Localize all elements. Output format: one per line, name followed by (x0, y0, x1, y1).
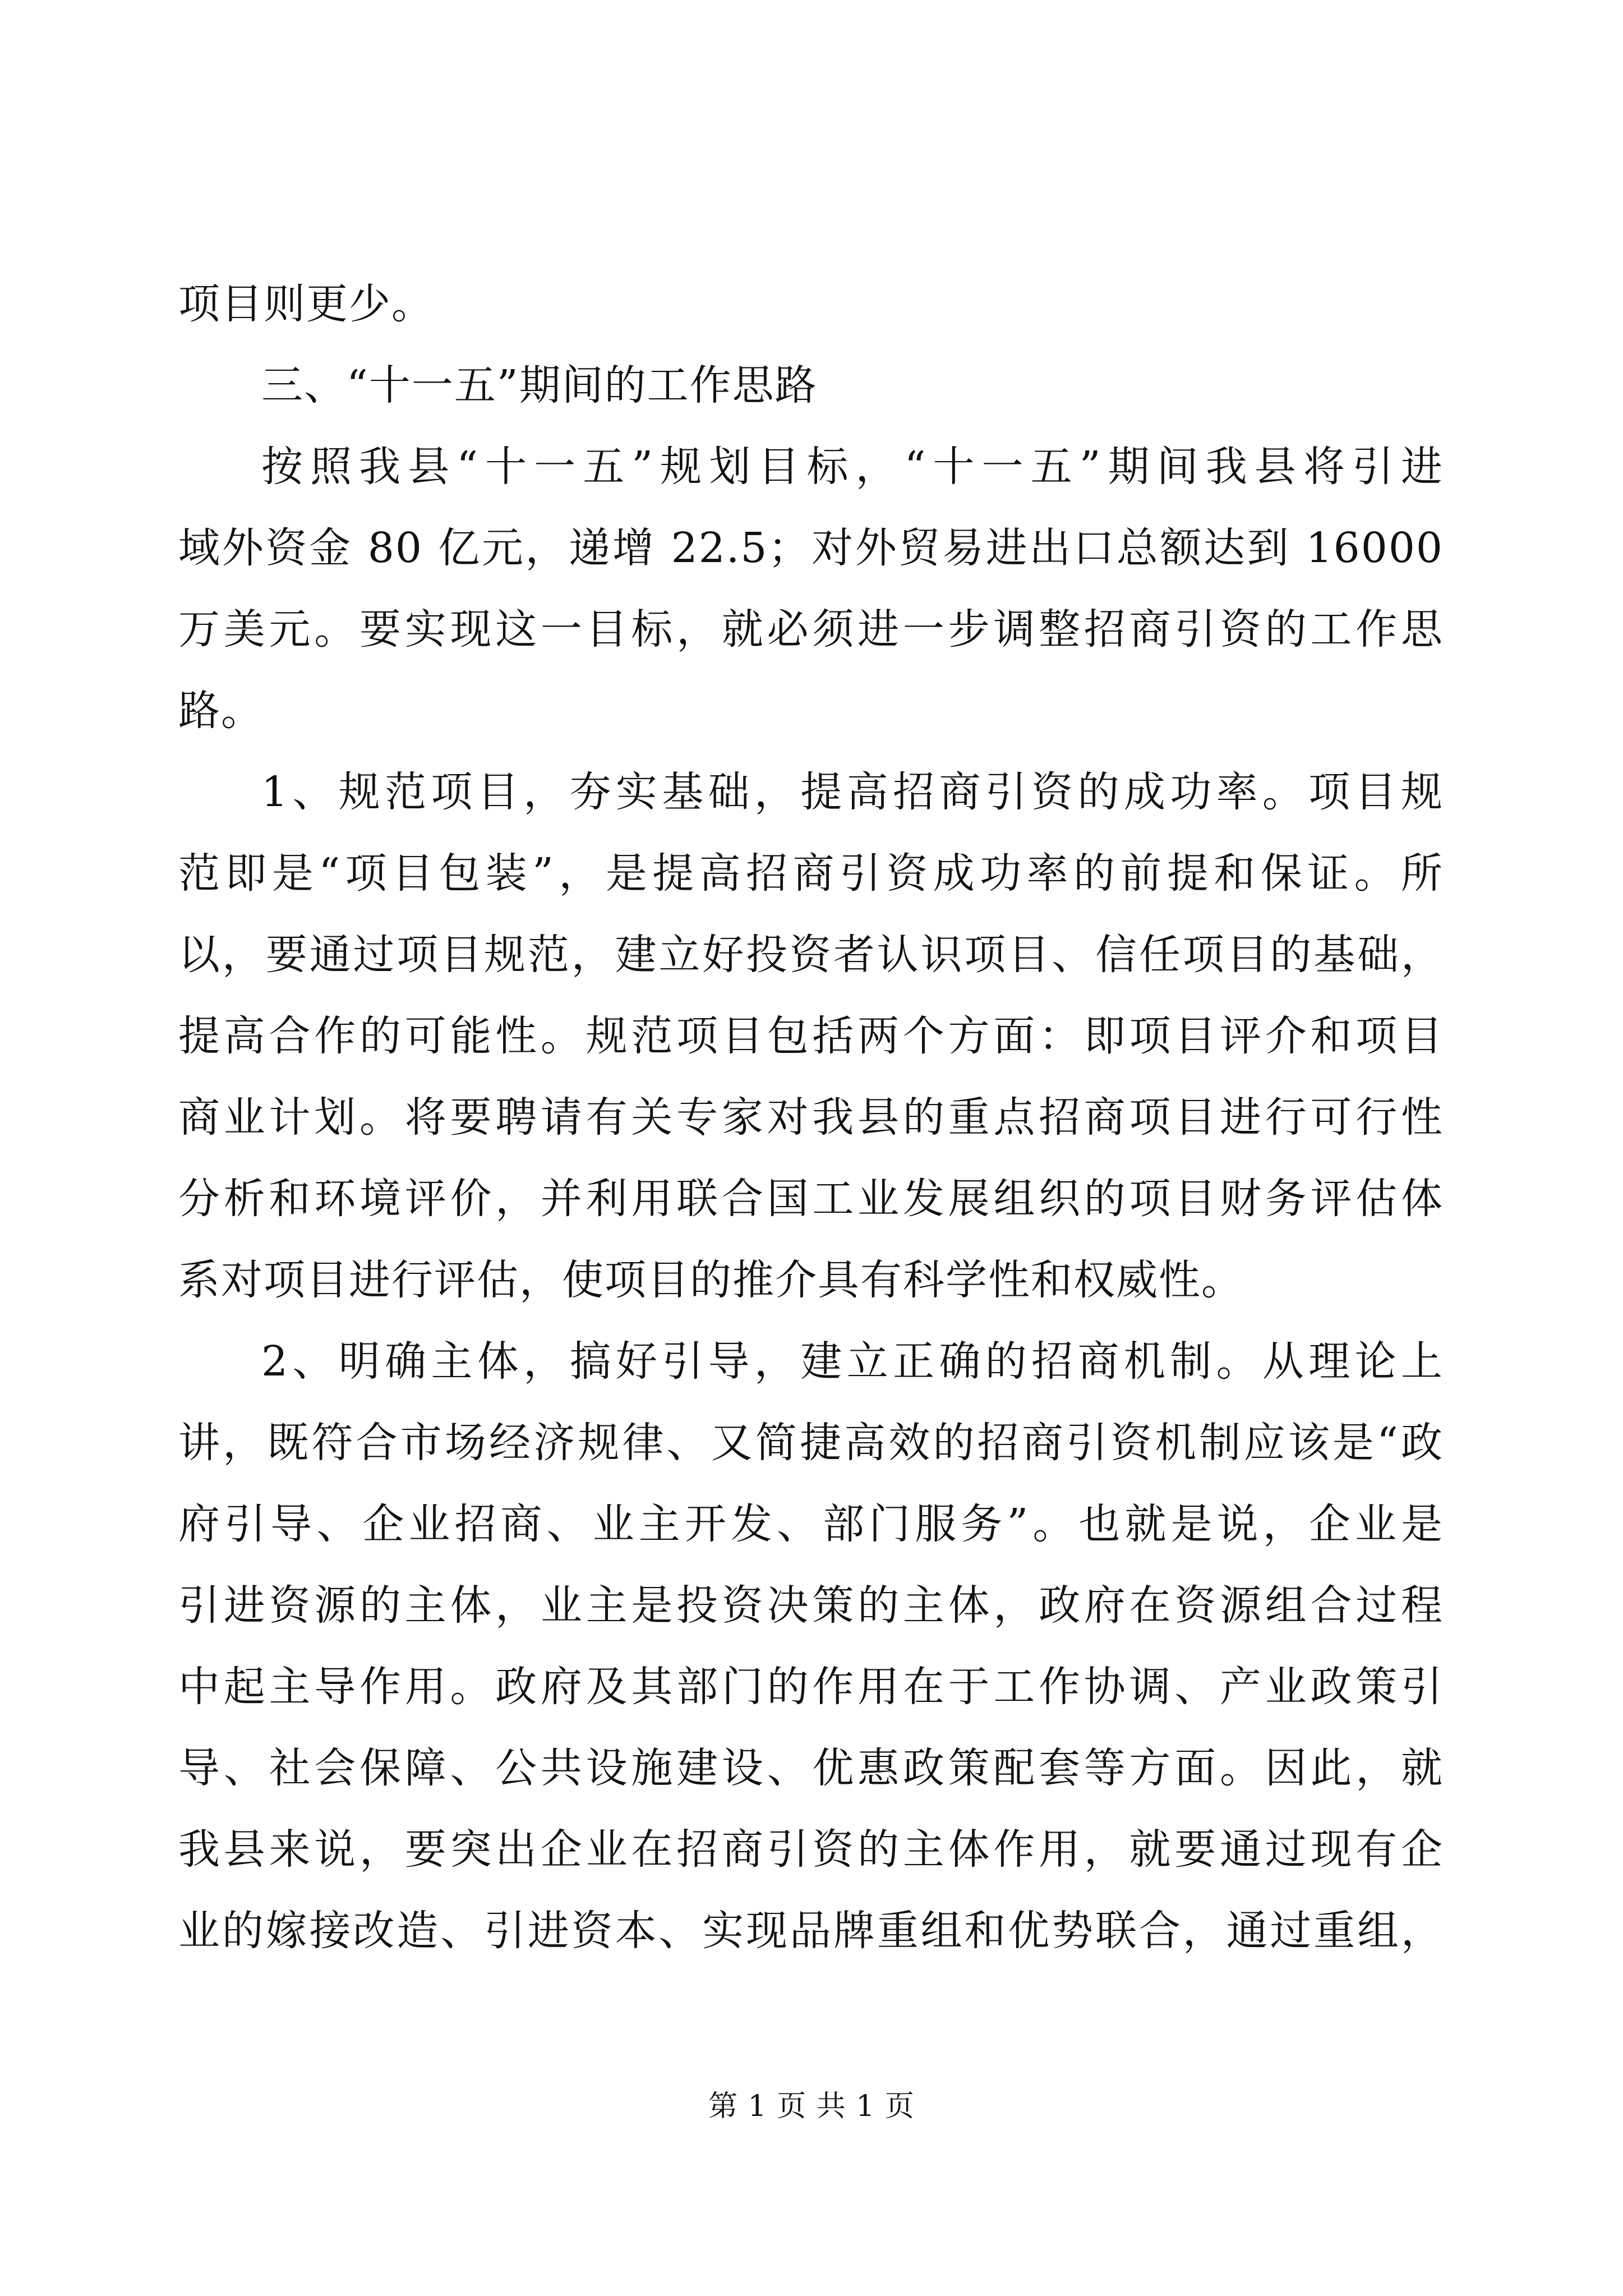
text-line: 1、规范项目，夯实基础，提高招商引资的成功率。项目规 (261, 768, 1444, 816)
text-line: 商业计划。将要聘请有关专家对我县的重点招商项目进行可行性 (178, 1093, 1444, 1142)
text-line: 路。 (178, 687, 264, 735)
text-line: 导、社会保障、公共设施建设、优惠政策配套等方面。因此，就 (178, 1744, 1444, 1792)
text-line: 系对项目进行评估，使项目的推介具有科学性和权威性。 (178, 1256, 1244, 1304)
text-line: 万美元。要实现这一目标，就必须进一步调整招商引资的工作思 (178, 605, 1444, 654)
document-body (178, 264, 1444, 1972)
text-line: 引进资源的主体，业主是投资决策的主体，政府在资源组合过程 (178, 1581, 1444, 1630)
text-line: 我县来说，要突出企业在招商引资的主体作用，就要通过现有企 (178, 1825, 1444, 1874)
text-line: 三、“十一五”期间的工作思路 (261, 361, 818, 409)
text-line: 以，要通过项目规范，建立好投资者认识项目、信任项目的基础， (178, 931, 1444, 979)
text-line: 域外资金 80 亿元，递增 22.5；对外贸易进出口总额达到 16000 (178, 524, 1444, 572)
text-line: 分析和环境评价，并利用联合国工业发展组织的项目财务评估体 (178, 1175, 1444, 1223)
text-line: 中起主导作用。政府及其部门的作用在于工作协调、产业政策引 (178, 1663, 1444, 1711)
page-footer: 第 1 页 共 1 页 (708, 2090, 915, 2123)
text-line: 范即是“项目包装”，是提高招商引资成功率的前提和保证。所 (178, 849, 1444, 898)
text-line: 按照我县“十一五”规划目标，“十一五”期间我县将引进 (261, 443, 1444, 491)
text-line: 项目则更少。 (178, 280, 434, 328)
text-line: 府引导、企业招商、业主开发、部门服务”。也就是说，企业是 (178, 1500, 1444, 1548)
text-line: 2、明确主体，搞好引导，建立正确的招商机制。从理论上 (261, 1337, 1444, 1386)
text-line: 业的嫁接改造、引进资本、实现品牌重组和优势联合，通过重组， (178, 1907, 1444, 1955)
text-line: 讲，既符合市场经济规律、又简捷高效的招商引资机制应该是“政 (178, 1419, 1444, 1467)
text-line: 提高合作的可能性。规范项目包括两个方面：即项目评介和项目 (178, 1012, 1444, 1060)
